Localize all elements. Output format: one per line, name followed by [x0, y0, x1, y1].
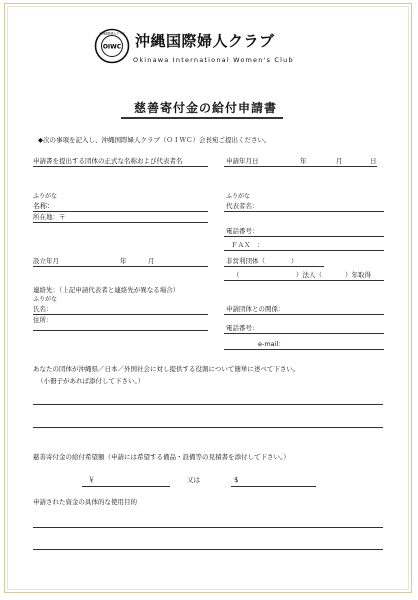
purpose-line-2[interactable]	[33, 549, 383, 550]
rep-line[interactable]	[224, 211, 384, 212]
dollar-amount-line[interactable]	[231, 486, 316, 487]
fax-line[interactable]	[224, 250, 384, 251]
title-underline	[121, 117, 283, 119]
yen-symbol: ￥	[88, 476, 95, 484]
or-label: 又は	[187, 476, 200, 484]
phone-line[interactable]	[224, 236, 384, 237]
fax-label: ＦＡＸ ：	[231, 241, 264, 249]
nonprofit-label: 非営利団体（ ）	[226, 257, 298, 265]
established-month: 月	[148, 257, 155, 265]
contact-phone-label: 電話番号：	[226, 324, 259, 332]
name-label: 名称：	[33, 202, 54, 210]
corp-line[interactable]	[224, 280, 384, 281]
contact-label: 連絡先：（上記申請代表者と連絡先が異なる場合）	[33, 286, 180, 294]
org-name-ja: 沖縄国際婦人クラブ	[135, 32, 275, 50]
date-line[interactable]	[224, 166, 377, 167]
date-year: 年	[300, 157, 307, 165]
request-label: 慈善寄付金の給付希望額（申請には希望する備品・設備等の見積書を添付して下さい。）	[33, 453, 290, 461]
oiwc-logo	[94, 28, 130, 64]
contact-name-label: 氏名：	[33, 305, 53, 313]
purpose-line-1[interactable]	[33, 527, 383, 528]
purpose-label: 申請された資金の具体的な使用目的	[33, 498, 137, 506]
date-label: 申請年月日	[226, 157, 259, 165]
name-line[interactable]	[33, 211, 208, 212]
contact-address-label: 住所：	[33, 316, 53, 324]
form-title: 慈善寄付金の給付申請書	[134, 101, 278, 115]
corp-prefix: （	[233, 271, 240, 279]
address-label: 所在地：〒	[33, 213, 66, 221]
role-line-2[interactable]	[33, 427, 383, 428]
role-note: （小冊子があれば添付して下さい。）	[37, 377, 145, 385]
established-label: 設立年月	[33, 257, 59, 265]
role-question: あなたの団体が沖縄県／日本／外国社会に対し提供する役割について簡単に述べて下さい。	[33, 365, 300, 373]
relation-label: 申請団体との関係：	[226, 305, 285, 313]
org-name-label: 申請書を提出する団体の正式な名称および代表者名	[33, 157, 183, 165]
instruction-text: ◆次の事項を記入し、沖縄国際婦人クラブ（ＯＩＷＣ）会長宛ご提出ください。	[38, 136, 271, 144]
nonprofit-line[interactable]	[224, 266, 324, 267]
yen-amount-line[interactable]	[82, 486, 170, 487]
furigana-label: ふりがな	[33, 193, 58, 200]
org-name-line[interactable]	[33, 166, 208, 167]
established-year: 年	[120, 257, 127, 265]
logo-text: OIWC	[102, 43, 122, 51]
phone-label: 電話番号：	[226, 227, 259, 235]
role-line-1[interactable]	[33, 404, 383, 405]
email-label: e-mail：	[258, 340, 285, 348]
email-line[interactable]	[224, 349, 384, 350]
logo-ring-text: 沖縄国際婦人クラブ	[99, 31, 125, 36]
date-day: 日	[370, 157, 377, 165]
relation-line[interactable]	[224, 314, 384, 315]
contact-name-line[interactable]	[33, 314, 208, 315]
dollar-symbol: $	[234, 476, 239, 484]
org-name-en: Okinawa International Women's Club	[133, 56, 294, 64]
rep-label: 代表者名：	[226, 202, 259, 210]
corp-suffix: ）年取得	[345, 271, 371, 279]
date-month: 月	[336, 157, 343, 165]
rep-furigana-label: ふりがな	[226, 193, 251, 200]
corp-mid: ）法人（	[296, 271, 322, 279]
contact-address-line[interactable]	[33, 330, 208, 331]
established-line[interactable]	[33, 266, 208, 267]
contact-phone-line[interactable]	[224, 333, 384, 334]
contact-furigana: ふりがな	[33, 296, 58, 303]
address-line[interactable]	[33, 222, 208, 223]
